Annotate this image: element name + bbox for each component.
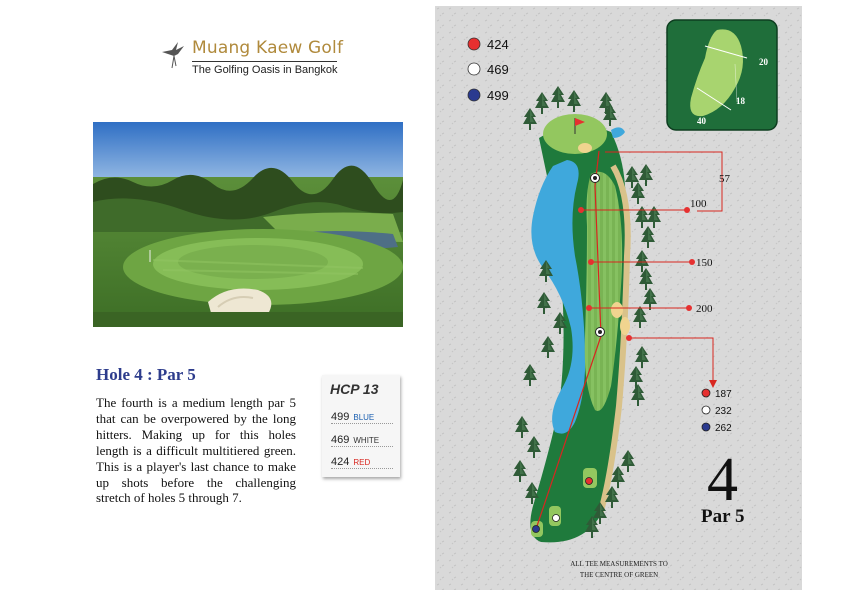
logo-divider	[192, 61, 337, 62]
brand-tagline: The Golfing Oasis in Bangkok	[192, 64, 338, 76]
green-length-label: 40	[697, 116, 706, 126]
distance-marker: 57	[719, 173, 730, 185]
hole-description: The fourth is a medium length par 5 that can be overpowered by the long hitters. Making up for this holes length is a difficult multitiered green. This is a player's last chance to make up shots before the challenging stretch of holes 5 through 7.	[96, 395, 296, 506]
footnote-line-1: ALL TEE MEASUREMENTS TO	[570, 560, 668, 568]
tee-legend-yards: 469	[487, 62, 509, 77]
distance-marker: 200	[696, 303, 713, 315]
tee-row-white	[331, 430, 393, 447]
layup-yards: 232	[715, 406, 732, 417]
layup-legend	[702, 389, 732, 434]
tee-row-blue	[331, 407, 393, 424]
tee-row-red	[331, 452, 393, 469]
par-label: Par 5	[701, 506, 745, 527]
brand-name: Muang Kaew Golf	[192, 38, 344, 58]
green-depth-label: 18	[736, 96, 745, 106]
layup-yards: 187	[715, 389, 732, 400]
distance-marker: 100	[690, 198, 707, 210]
tee-label: WHITE	[353, 436, 380, 445]
tee-yards: 424	[331, 456, 350, 468]
footnote-line-2: THE CENTRE OF GREEN	[579, 571, 659, 579]
tee-yards: 499	[331, 411, 350, 423]
hole-map	[435, 6, 802, 590]
layup-yards: 262	[715, 423, 732, 434]
hole-photo	[93, 122, 403, 327]
tee-legend-yards: 499	[487, 88, 509, 103]
tee-legend	[468, 37, 509, 103]
handicap-title: HCP 13	[330, 381, 379, 397]
green-width-label: 20	[759, 57, 768, 67]
handicap-card	[322, 375, 400, 477]
tee-label: BLUE	[353, 413, 375, 422]
tee-yards: 469	[331, 434, 350, 446]
tee-legend-yards: 424	[487, 37, 509, 52]
hole-number: 4	[707, 446, 738, 514]
distance-marker: 150	[696, 257, 713, 269]
tee-label: RED	[353, 458, 371, 467]
crane-logo-icon	[160, 38, 192, 78]
logo	[160, 38, 360, 82]
green-detail-inset	[667, 20, 777, 130]
hole-title: Hole 4 : Par 5	[96, 365, 196, 384]
